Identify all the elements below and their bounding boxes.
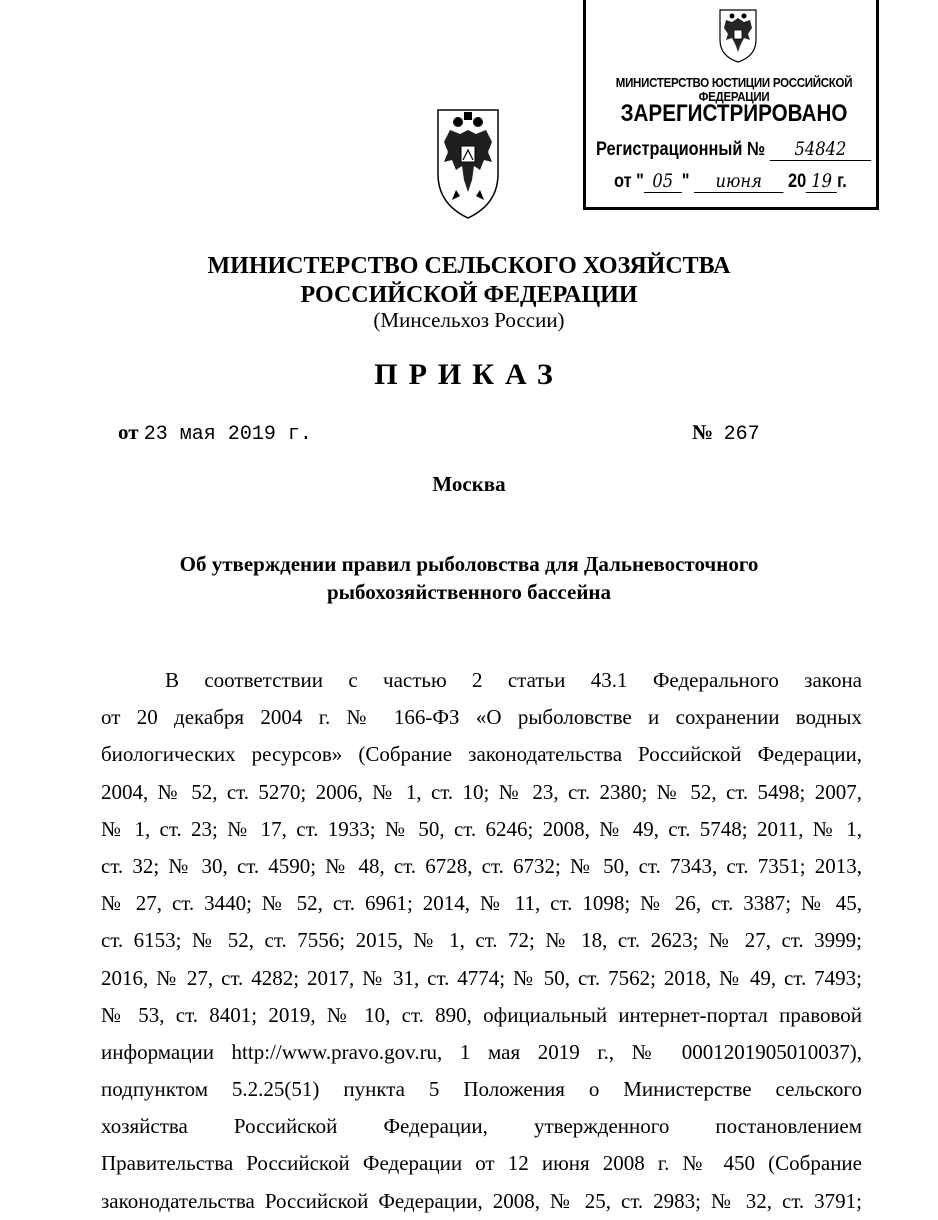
stamp-quote-close: " bbox=[681, 171, 690, 192]
body-line: подпунктом 5.2.25(51) пункта 5 Положения о Министерстве сельского bbox=[101, 1077, 862, 1102]
order-date-label: от bbox=[118, 420, 139, 444]
body-line: № 1, ст. 23; № 17, ст. 1933; № 50, ст. 6246; 2008, № 49, ст. 5748; 2011, № 1, bbox=[101, 816, 862, 841]
stamp-date-prefix: от " bbox=[614, 171, 644, 192]
body-line: В соответствии с частью 2 статьи 43.1 Федерального закона bbox=[165, 668, 862, 692]
document-type-title: ПРИКАЗ bbox=[374, 358, 564, 391]
order-date-value: 23 мая 2019 г. bbox=[143, 423, 312, 446]
body-line: информации http://www.pravo.gov.ru, 1 мая 2019 г., № 0001201905010037), bbox=[101, 1039, 862, 1064]
body-line: хозяйства Российской Федерации, утвержденного постановлением bbox=[101, 1114, 862, 1139]
order-number-value: 267 bbox=[723, 423, 760, 446]
body-line: от 20 декабря 2004 г. № 166-ФЗ «О рыболовстве и сохранении водных bbox=[101, 705, 862, 730]
stamp-reg-number: 54842 bbox=[770, 138, 871, 161]
coat-of-arms-small-icon bbox=[714, 6, 762, 64]
body-line: № 27, ст. 3440; № 52, ст. 6961; 2014, № 11, ст. 1098; № 26, ст. 3387; № 45, bbox=[101, 891, 862, 916]
registration-stamp bbox=[583, 0, 879, 210]
body-text bbox=[101, 662, 862, 1220]
stamp-registered-label: ЗАРЕГИСТРИРОВАНО bbox=[620, 100, 848, 127]
body-line: ст. 6153; № 52, ст. 7556; 2015, № 1, ст. 72; № 18, ст. 2623; № 27, ст. 3999; bbox=[101, 928, 862, 953]
subject-line2: рыбохозяйственного бассейна bbox=[326, 580, 612, 604]
order-number-label: № bbox=[692, 420, 714, 444]
body-line: 2004, № 52, ст. 5270; 2006, № 1, ст. 10; № 23, ст. 2380; № 52, ст. 5498; 2007, bbox=[101, 779, 862, 804]
stamp-date-line bbox=[614, 170, 855, 193]
body-line: законодательства Российской Федерации, 2008, № 25, ст. 2983; № 32, ст. 3791; bbox=[101, 1188, 862, 1213]
body-line: биологических ресурсов» (Собрание законодательства Российской Федерации, bbox=[101, 742, 862, 767]
stamp-year-end: г. bbox=[837, 171, 847, 192]
city: Москва bbox=[432, 472, 506, 496]
ministry-short-name: (Минсельхоз России) bbox=[373, 308, 565, 332]
body-line: ст. 32; № 30, ст. 4590; № 48, ст. 6728, ст. 6732; № 50, ст. 7343, ст. 7351; 2013, bbox=[101, 853, 862, 878]
order-subject bbox=[0, 550, 938, 606]
stamp-registration-line bbox=[596, 138, 847, 161]
ministry-name-line2: РОССИЙСКОЙ ФЕДЕРАЦИИ bbox=[300, 282, 638, 308]
subject-line1: Об утверждении правил рыболовства для Дальневосточного bbox=[179, 552, 759, 576]
stamp-year-suffix: 19 bbox=[806, 170, 837, 193]
stamp-ministry-name: МИНИСТЕРСТВО ЮСТИЦИИ РОССИЙСКОЙ ФЕДЕРАЦИИ bbox=[615, 76, 853, 104]
ministry-name bbox=[0, 252, 938, 310]
stamp-date-day: 05 bbox=[644, 170, 682, 193]
order-number bbox=[692, 420, 760, 446]
ministry-name-line1: МИНИСТЕРСТВО СЕЛЬСКОГО ХОЗЯЙСТВА bbox=[207, 253, 731, 279]
stamp-date-month: июня bbox=[694, 170, 783, 193]
body-line: № 53, ст. 8401; 2019, № 10, ст. 890, официальный интернет-портал правовой bbox=[101, 1002, 862, 1027]
stamp-reg-label: Регистрационный № bbox=[596, 139, 766, 160]
stamp-year-prefix: 20 bbox=[787, 171, 807, 192]
coat-of-arms-icon bbox=[432, 104, 504, 222]
body-line: Правительства Российской Федерации от 12 июня 2008 г. № 450 (Собрание bbox=[101, 1151, 862, 1176]
order-date bbox=[118, 420, 312, 446]
body-line: 2016, № 27, ст. 4282; 2017, № 31, ст. 4774; № 50, ст. 7562; 2018, № 49, ст. 7493; bbox=[101, 965, 862, 990]
